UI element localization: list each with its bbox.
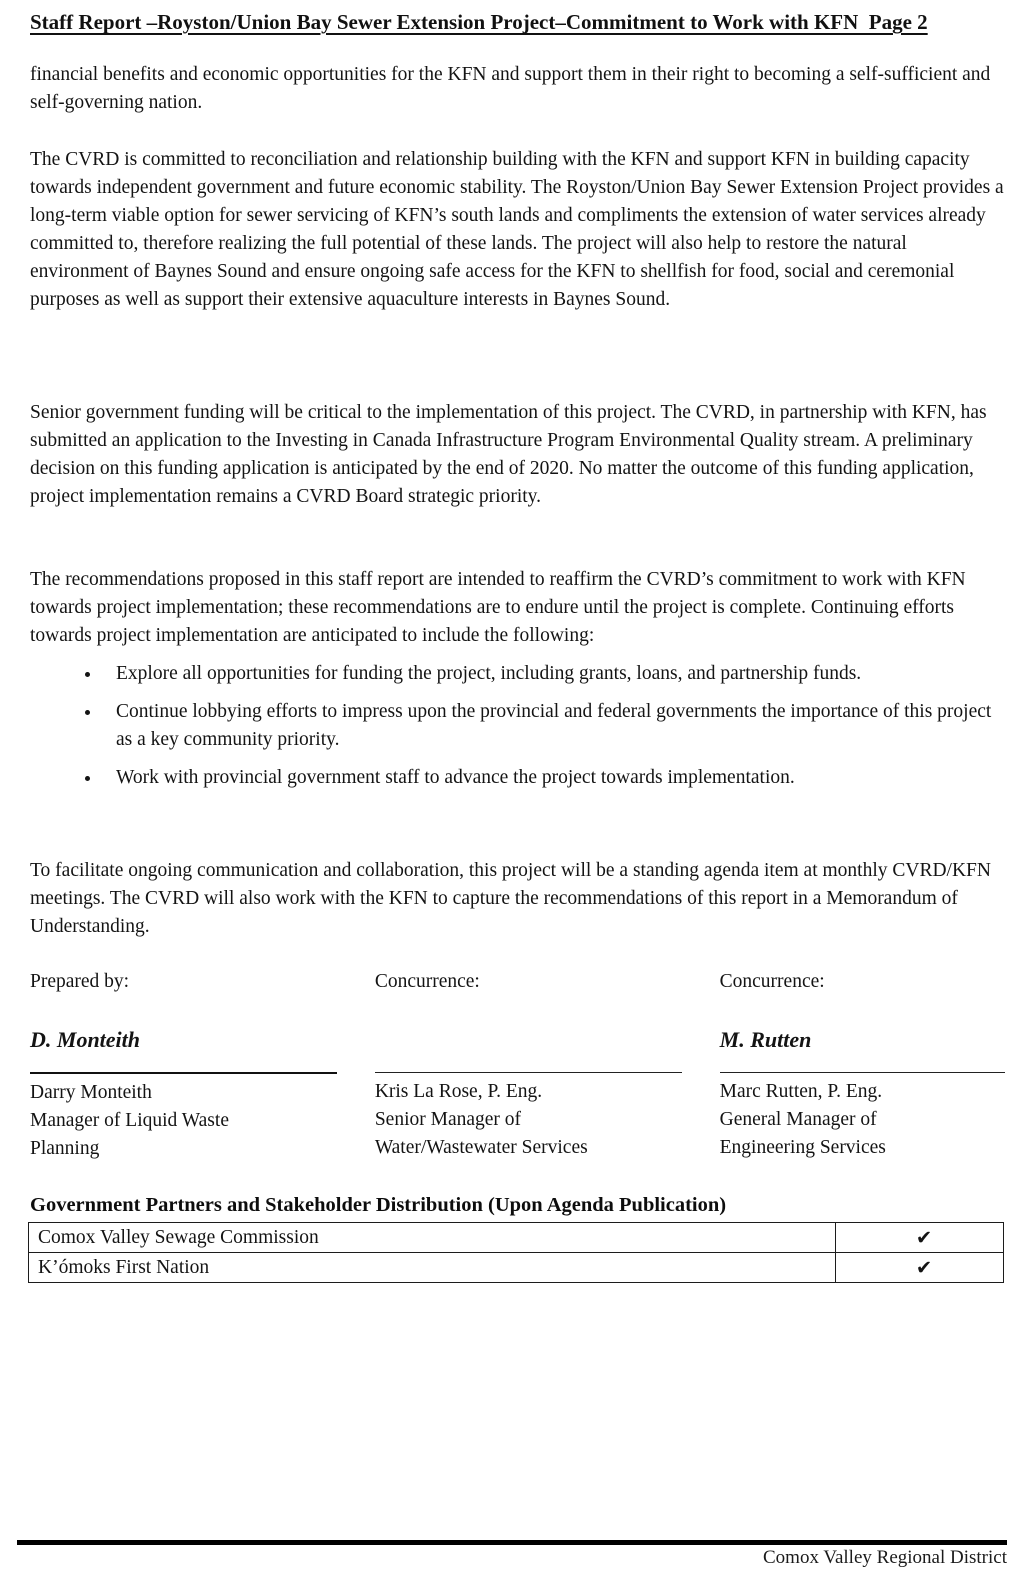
paragraph-closing: To facilitate ongoing communication and collaboration, this project will be a standing agenda item at monthly CVRD/KFN meetings. The CVRD will also work with the KFN to capture the recommendations of this report in a Memorandum of Understanding. [30,860,991,937]
paragraph-funding: Senior government funding will be critical to the implementation of this project. The CVRD, in partnership with KFN, has submitted an application to the Investing in Canada Infrastructure Program Environmental Quality stream. A preliminary decision on this funding application is anticipated by the end of 2020. No matter the outcome of this funding application, project implementation remains a CVRD Board strategic priority. [30,402,987,507]
signatory-name: Marc Rutten, P. Eng. [719,1081,883,1102]
signature-handwriting: D. Monteith [30,1027,141,1052]
distribution-heading: Government Partners and Stakeholder Distribution (Upon Agenda Publication) [30,1194,727,1216]
page-header-title: Staff Report –Royston/Union Bay Sewer Extension Project–Commitment to Work with KFN Page 2 [30,10,928,34]
signature-label: Concurrence: [719,971,825,992]
signature-column-prepared-by [30,968,337,1163]
signatory-title-line: General Manager of [719,1109,877,1130]
distribution-section [30,1191,1005,1283]
signature-label: Concurrence: [374,971,480,992]
signature-block [30,968,1005,1163]
table-row [29,1223,1004,1253]
page-footer [17,1540,1007,1573]
signatory-title-line: Planning [30,1138,100,1159]
signatory-title-line: Water/Wastewater Services [374,1137,588,1158]
signature-column-concurrence-2 [720,968,1005,1163]
paragraph-intro: financial benefits and economic opportunities for the KFN and support them in their right to becoming a self-sufficient and self-governing nation. [30,64,991,113]
table-row [29,1253,1004,1283]
signature-line [375,1072,682,1073]
signature-handwriting: M. Rutten [719,1027,812,1052]
distribution-row-name: K’ómoks First Nation [29,1253,836,1283]
recommendations-section [30,566,1005,792]
bullet-item-lobbying: • Continue lobbying efforts to impress upon the provincial and federal governments the importance of this project as a key community priority. [102,698,1005,754]
signature-label: Prepared by: [30,971,130,992]
paragraph-commitment: The CVRD is committed to reconciliation and relationship building with the KFN and support KFN in building capacity towards independent government and future economic stability. The Royston/Union Bay Sewer Extension Project provides a long-term viable option for sewer servicing of KFN’s south lands and compliments the extension of water services already committed to, therefore realizing the full potential of these lands. The project will also help to restore the natural environment of Baynes Sound and ensure ongoing safe access for the KFN to shellfish for food, social and ceremonial purposes as well as support their extensive aquaculture interests in Baynes Sound. [30,149,1004,310]
checkmark-icon: ✔ [836,1223,1004,1253]
bullet-item-provincial-staff: • Work with provincial government staff to advance the project towards implementation. [102,764,1005,792]
signatory-title-line: Manager of Liquid Waste [30,1110,229,1131]
paragraph-recommendations: The recommendations proposed in this staff report are intended to reaffirm the CVRD’s commitment to work with KFN towards project implementation; these recommendations are to endure until the project is complete. Continuing efforts towards project implementation are anticipated to include the following: [30,569,966,646]
signatory-title-line: Senior Manager of [374,1109,522,1130]
distribution-row-name: Comox Valley Sewage Commission [29,1223,836,1253]
distribution-table [28,1222,1004,1283]
footer-organization: Comox Valley Regional District [763,1547,1007,1568]
bullet-list [30,660,1005,792]
signature-line [30,1072,337,1074]
signature-column-concurrence-1 [375,968,682,1163]
checkmark-icon: ✔ [836,1253,1004,1283]
signatory-title-line: Engineering Services [719,1137,886,1158]
bullet-item-funding: • Explore all opportunities for funding the project, including grants, loans, and partnership funds. [102,660,1005,688]
signatory-name: Darry Monteith [30,1082,152,1103]
signatory-name: Kris La Rose, P. Eng. [374,1081,543,1102]
signature-line [720,1072,1005,1073]
signature-handwriting [375,1026,682,1058]
